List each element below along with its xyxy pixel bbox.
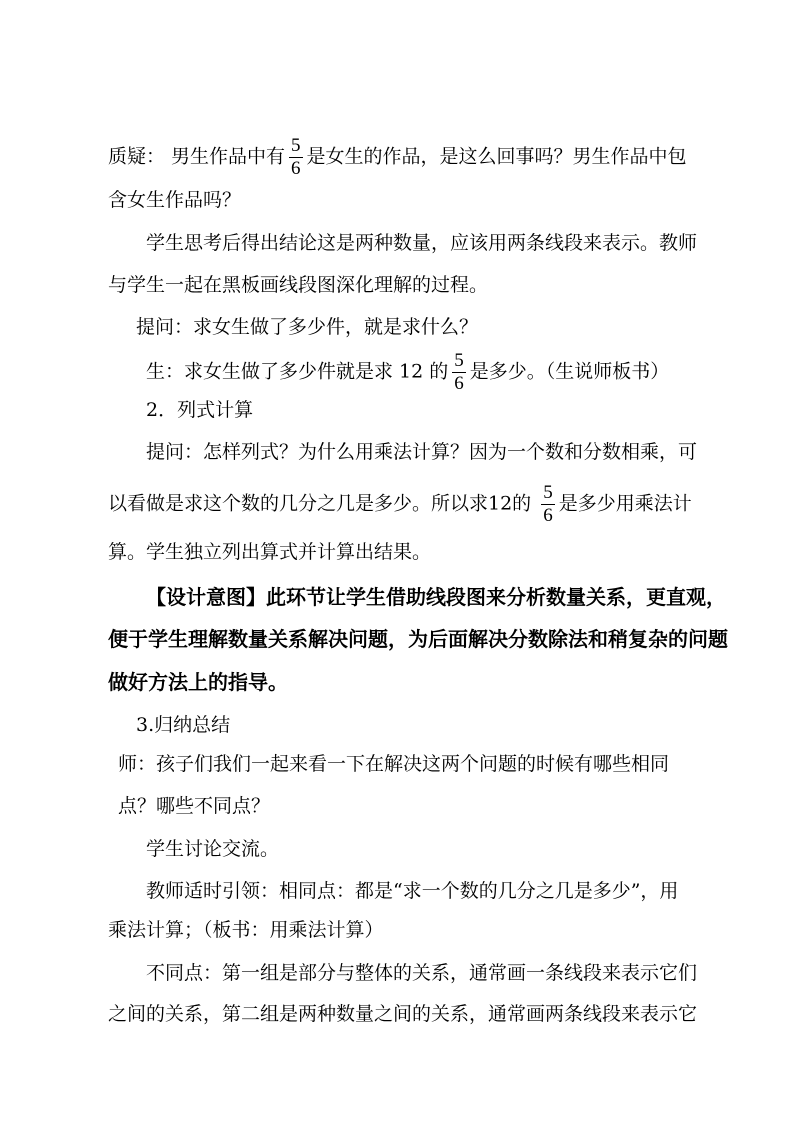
- teacher-line-1: 师：孩子们我们一起来看一下在解决这两个问题的时候有哪些相同: [118, 753, 670, 775]
- ask2-text-start: 以看做是求这个数的几分之几是多少。所以求12的: [108, 492, 532, 515]
- ask2-line-2: [108, 484, 692, 525]
- question-text-start: 质疑： 男生作品中有: [108, 145, 286, 168]
- question-text-end: 是女生的作品，是这么回事吗？男生作品中包: [306, 145, 687, 168]
- design-line-2: 便于学生理解数量关系解决问题，为后面解决分数除法和稍复杂的问题: [108, 627, 728, 651]
- answer-text-end: 是多少。（生说师板书）: [469, 360, 670, 383]
- ask2-line-1: 提问：怎样列式？为什么用乘法计算？因为一个数和分数相乘，可: [146, 441, 698, 463]
- fraction-denominator: 6: [291, 158, 301, 179]
- fraction-numerator: 5: [454, 350, 464, 371]
- fraction-five-sixths: [452, 352, 466, 393]
- ask2-line-3: 算。学生独立列出算式并计算出结果。: [108, 541, 432, 563]
- section-heading-2: 2．列式计算: [146, 399, 254, 421]
- fraction-numerator: 5: [543, 482, 553, 503]
- ask2-text-end: 是多少用乘法计: [558, 492, 692, 515]
- section-heading-3: 3.归纳总结: [136, 714, 231, 736]
- design-line-3: 做好方法上的指导。: [108, 670, 288, 694]
- answer-line-1: [146, 352, 669, 393]
- conclusion-line-1: 学生思考后得出结论这是两种数量，应该用两条线段来表示。教师: [146, 232, 698, 254]
- ask-line-1: 提问：求女生做了多少件，就是求什么？: [136, 316, 479, 338]
- fraction-denominator: 6: [454, 373, 464, 394]
- guide-line-2: 乘法计算；（板书：用乘法计算）: [108, 919, 384, 941]
- answer-text-start: 生：求女生做了多少件就是求 12 的: [146, 360, 449, 383]
- diff-line-2: 之间的关系，第二组是两种数量之间的关系，通常画两条线段来表示它: [108, 1003, 698, 1025]
- fraction-five-sixths: [541, 484, 555, 525]
- fraction-numerator: 5: [291, 135, 301, 156]
- teacher-line-2: 点？哪些不同点？: [118, 795, 271, 817]
- diff-line-1: 不同点：第一组是部分与整体的关系，通常画一条线段来表示它们: [146, 962, 698, 984]
- guide-line-1: 教师适时引领：相同点：都是“求一个数的几分之几是多少”，用: [146, 880, 679, 902]
- design-line-1: 【设计意图】此环节让学生借助线段图来分析数量关系，更直观，: [146, 585, 726, 609]
- fraction-five-sixths: [289, 137, 303, 178]
- conclusion-line-2: 与学生一起在黑板画线段图深化理解的过程。: [108, 274, 489, 296]
- question-line-2: 含女生作品吗？: [108, 189, 242, 211]
- fraction-denominator: 6: [543, 505, 553, 526]
- question-line-1: [108, 137, 687, 178]
- discuss-line: 学生讨论交流。: [146, 838, 280, 860]
